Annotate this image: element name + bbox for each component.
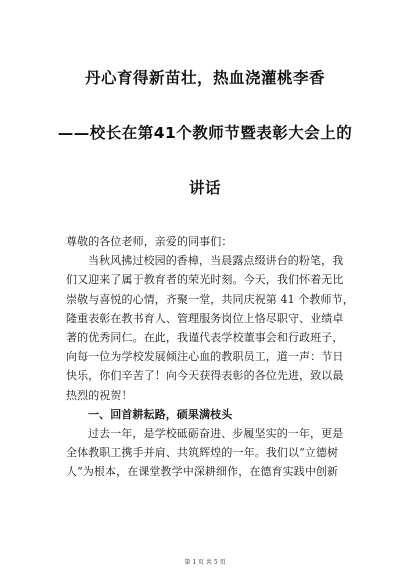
body-line: 快乐，你们辛苦了！向今天获得表彰的各位先进，致以最 <box>66 369 344 383</box>
body-line: 们又迎来了属于教育者的荣光时刻。今天，我们怀着无比 <box>66 273 344 287</box>
body-line: 热烈的祝贺！ <box>66 388 133 402</box>
body-line: 著的优秀同仁。在此，我谨代表学校董事会和行政班子， <box>66 330 344 344</box>
body-line: 隆重表彰在教书育人、管理服务岗位上恪尽职守、业绩卓 <box>66 311 344 325</box>
title-line-3: 讲话 <box>188 179 221 197</box>
document-body <box>66 232 354 481</box>
title-line-1: 丹心育得新苗壮，热血浇灌桃李香 <box>84 69 325 87</box>
body-line: 当秋风拂过校园的香樟，当晨露点缀讲台的粉笔，我 <box>88 254 344 268</box>
page-footer: 第 1 页 共 5 页 <box>184 559 226 566</box>
body-line: 崇敬与喜悦的心情，齐聚一堂，共同庆祝第 41 个教师节， <box>66 292 354 306</box>
section-line: 人”为根本，在课堂教学中深耕细作，在德育实践中创新 <box>66 465 339 479</box>
salutation: 尊敬的各位老师，亲爱的同事们： <box>66 235 233 248</box>
section-line: 过去一年，是学校砥砺奋进、步履坚实的一年，更是 <box>88 426 344 440</box>
title-line-2: ——校长在第41个教师节暨表彰大会上的 <box>57 124 353 142</box>
section-heading: 一、回首耕耘路，硕果满枝头 <box>88 407 233 421</box>
section-line: 全体教职工携手并肩、共筑辉煌的一年。我们以“立德树 <box>66 446 339 460</box>
body-line: 向每一位为学校发展倾注心血的教职员工，道一声：节日 <box>66 350 344 364</box>
